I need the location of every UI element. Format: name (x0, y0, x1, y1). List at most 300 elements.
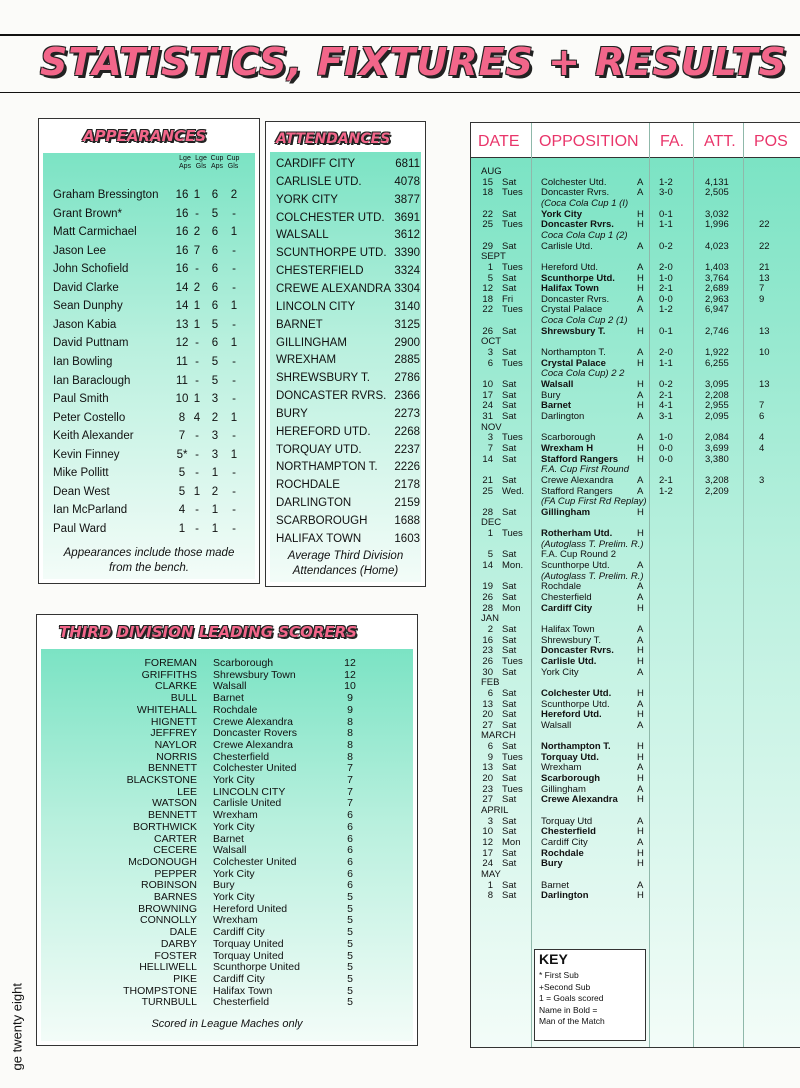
fixture-home-away: A (637, 293, 644, 305)
league-goals: - (195, 522, 199, 535)
fixture-opposition: Crewe Alexandra (541, 794, 618, 806)
attendance-club: LINCOLN CITY (276, 300, 356, 313)
fixture-attendance: 4,023 (705, 240, 729, 252)
scorer-goals: 6 (347, 855, 353, 868)
fixture-day-num: 12 (482, 283, 493, 295)
scorer-name: TURNBULL (141, 996, 197, 1009)
fixture-day-num: 22 (482, 208, 493, 220)
scorer-club: Shrewsbury Town (213, 668, 296, 681)
scorer-goals: 5 (347, 914, 353, 927)
fixture-attendance: 2,689 (705, 283, 729, 295)
fixture-day-num: 25 (482, 485, 493, 497)
cup-apps: 6 (211, 226, 219, 239)
scorer-name: BORTHWICK (133, 820, 197, 833)
fixture-opposition: Chesterfield (541, 592, 592, 603)
league-goals: 1 (193, 318, 201, 331)
scorer-name: NORRIS (156, 750, 197, 763)
fixture-position: 22 (759, 219, 770, 231)
scorer-goals: 12 (344, 657, 356, 669)
attendance-club: SCARBOROUGH (276, 515, 368, 527)
scorer-goals: 6 (347, 879, 353, 892)
fixture-home-away: A (637, 304, 644, 316)
fixture-attendance: 4,131 (705, 176, 729, 188)
cup-goals: - (232, 281, 236, 294)
fixture-weekday: Sat (502, 666, 517, 678)
fixture-opposition: Wrexham H (541, 442, 594, 454)
league-goals: 1 (193, 300, 201, 313)
cup-goals: 2 (230, 189, 238, 201)
attendance-club: SHREWSBURY T. (276, 372, 370, 385)
fixture-home-away: H (637, 208, 644, 220)
fixture-home-away: H (637, 219, 644, 231)
league-goals: - (195, 207, 199, 220)
fixture-month: MARCH (481, 730, 516, 742)
scorer-club: Crewe Alexandra (213, 738, 293, 751)
fixture-opposition: Barnet (541, 400, 572, 412)
fixture-position: 4 (759, 442, 765, 454)
player-name: Mike Pollitt (53, 467, 109, 480)
fixture-day-num: 23 (482, 783, 493, 795)
fixture-home-away: H (637, 858, 644, 870)
fixture-result: 1-0 (659, 432, 673, 444)
appearances-col-header: Cup Gls (226, 155, 240, 170)
attendance-value: 3877 (394, 193, 420, 206)
fixture-weekday: Wed. (502, 485, 525, 497)
scorer-goals: 9 (347, 692, 353, 705)
fixture-attendance: 2,095 (705, 410, 729, 422)
fixture-result: 2-1 (659, 283, 673, 295)
appearances-col-header: Lge Aps (178, 155, 192, 170)
fixture-result: 1-2 (659, 176, 673, 188)
fixture-day-num: 17 (482, 389, 493, 401)
fixture-opposition: Torquay Utd (541, 815, 593, 827)
fixture-weekday: Sat (502, 389, 517, 401)
page-title: STATISTICS, FIXTURES + RESULTS (40, 40, 787, 84)
scorer-name: WHITEHALL (136, 703, 197, 716)
fixture-attendance: 1,996 (705, 219, 729, 231)
fixture-attendance: 2,746 (705, 325, 729, 337)
cup-goals: 1 (230, 411, 238, 424)
fixture-position: 21 (759, 261, 770, 273)
fixture-home-away: H (637, 773, 644, 785)
fixture-opposition: Halifax Town (541, 623, 595, 635)
fixture-result: 2-1 (659, 474, 673, 486)
fixture-attendance: 3,380 (705, 453, 729, 465)
attendances-title: ATTENDANCES (276, 131, 391, 147)
league-goals: 1 (193, 485, 201, 498)
fixture-attendance: 2,505 (705, 187, 729, 199)
fixture-opposition: Scunthorpe Utd. (541, 272, 615, 284)
player-name: Kevin Finney (53, 448, 120, 461)
key-line: Man of the Match (539, 1016, 605, 1026)
fixture-weekday: Sat (502, 410, 517, 422)
fixture-note: Coca Cola Cup 2 (1) (541, 315, 628, 327)
fixture-home-away: A (637, 389, 644, 401)
scorer-club: Cardiff City (213, 926, 265, 939)
fixture-day-num: 18 (482, 293, 493, 305)
fixture-weekday: Sat (502, 623, 517, 635)
fixture-home-away: A (637, 187, 644, 199)
fixture-home-away: H (637, 325, 644, 337)
fixture-position: 13 (759, 272, 770, 284)
fixture-home-away: H (637, 283, 644, 295)
fixture-weekday: Sat (502, 858, 517, 870)
fixture-month: AUG (481, 166, 502, 177)
cup-goals: - (232, 207, 236, 220)
fixture-attendance: 2,208 (705, 389, 729, 401)
appearances-panel (38, 118, 260, 584)
fixture-day-num: 1 (487, 528, 493, 540)
fixtures-col-divider-4 (743, 123, 744, 1047)
scorer-club: Rochdale (213, 703, 258, 716)
fixture-day-num: 16 (482, 634, 493, 646)
scorer-goals: 5 (347, 972, 353, 985)
league-apps: 16 (175, 189, 189, 201)
scorer-club: Halifax Town (213, 984, 273, 997)
scorer-club: Chesterfield (213, 996, 270, 1009)
fixtures-panel (470, 122, 800, 1048)
league-goals: - (195, 448, 199, 461)
fixture-note: Coca Cola Cup 1 (2) (541, 229, 628, 241)
fixture-position: 7 (759, 400, 765, 412)
fixture-weekday: Sat (502, 347, 517, 359)
fixture-day-num: 9 (487, 751, 493, 763)
fixture-home-away: A (637, 719, 644, 731)
fixtures-header-rule (471, 157, 800, 158)
scorer-club: Carlisle United (213, 797, 282, 810)
scorer-name: ROBINSON (140, 879, 197, 892)
fixture-attendance: 3,095 (705, 379, 729, 390)
league-apps: 4 (178, 504, 186, 517)
key-title: KEY (539, 951, 568, 967)
league-goals: 2 (193, 281, 201, 294)
attendance-club: YORK CITY (276, 193, 338, 206)
player-name: Matt Carmichael (53, 226, 137, 239)
player-name: David Clarke (53, 281, 119, 294)
fixture-opposition: Scarborough (541, 432, 596, 444)
appearances-note-2: from the bench. (109, 562, 189, 574)
player-name: Grant Brown* (53, 207, 123, 220)
cup-goals: - (232, 374, 236, 387)
fixture-day-num: 6 (487, 741, 493, 753)
fixture-opposition: York City (541, 208, 583, 220)
cup-apps: 1 (211, 522, 219, 535)
fixture-day-num: 20 (482, 709, 493, 721)
fixture-weekday: Sat (502, 634, 517, 646)
league-goals: - (195, 467, 199, 480)
fixture-home-away: A (637, 474, 644, 486)
fixture-home-away: H (637, 645, 644, 657)
fixture-position: 22 (759, 240, 770, 252)
fixture-month: DEC (481, 517, 502, 529)
scorer-name: PEPPER (154, 867, 197, 880)
fixture-weekday: Tues (502, 357, 523, 369)
fixture-day-num: 1 (487, 879, 493, 891)
scorer-name: NAYLOR (154, 738, 197, 751)
fixture-result: 0-0 (659, 453, 673, 465)
league-apps: 16 (175, 244, 189, 257)
fixture-day-num: 26 (482, 325, 493, 337)
fixtures-header-att: ATT. (704, 133, 736, 150)
fixture-note: Coca Cola Cup) 2 2 (541, 368, 625, 380)
fixture-note: F.A. Cup First Round (541, 464, 630, 476)
fixture-day-num: 25 (482, 219, 493, 231)
league-goals: 4 (193, 411, 201, 424)
attendance-value: 3691 (394, 211, 420, 224)
fixture-position: 3 (759, 474, 765, 486)
fixture-home-away: H (637, 709, 644, 721)
fixture-opposition: Chesterfield (541, 826, 596, 838)
fixture-month: FEB (481, 677, 500, 689)
attendances-note-2: Attendances (Home) (292, 565, 399, 577)
fixture-weekday: Sat (502, 709, 517, 721)
league-apps: 11 (176, 374, 188, 387)
cup-apps: 5 (211, 374, 219, 387)
fixture-attendance: 1,922 (705, 347, 729, 359)
fixture-opposition: Cardiff City (541, 836, 588, 848)
attendance-club: TORQUAY UTD. (276, 443, 362, 456)
fixture-opposition: Bury (541, 389, 561, 401)
scorer-club: Colchester United (213, 762, 297, 775)
attendance-club: COLCHESTER UTD. (276, 211, 385, 224)
scorer-goals: 7 (347, 762, 353, 775)
league-goals: 2 (193, 226, 201, 239)
scorer-club: Torquay United (213, 949, 284, 962)
fixture-day-num: 23 (482, 645, 493, 657)
fixture-position: 9 (759, 293, 765, 305)
fixture-result: 0-2 (659, 379, 673, 390)
scorer-goals: 10 (344, 680, 356, 693)
league-apps: 16 (175, 263, 189, 276)
fixture-result: 2-0 (659, 347, 673, 359)
fixture-position: 10 (759, 347, 770, 359)
fixture-attendance: 6,947 (705, 304, 729, 316)
fixture-day-num: 3 (487, 815, 493, 827)
fixture-opposition: Stafford Rangers (541, 485, 613, 497)
fixture-attendance: 6,255 (705, 357, 729, 369)
fixture-opposition: Torquay Utd. (541, 751, 599, 763)
fixture-opposition: Walsall (541, 379, 574, 390)
cup-goals: 1 (230, 300, 238, 313)
cup-apps: 3 (211, 393, 219, 406)
fixture-opposition: Bury (541, 858, 563, 870)
league-apps: 14 (175, 281, 189, 294)
scorer-name: THOMPSTONE (123, 984, 197, 997)
fixture-day-num: 14 (482, 453, 493, 465)
attendance-club: SCUNTHORPE UTD. (276, 247, 387, 260)
fixture-result: 3-0 (659, 187, 673, 199)
player-name: Jason Kabia (53, 318, 117, 331)
scorer-goals: 12 (344, 668, 356, 681)
scorer-club: Colchester United (213, 855, 297, 868)
attendances-panel (265, 121, 426, 587)
scorer-name: HIGNETT (150, 715, 197, 728)
scorer-club: York City (213, 820, 255, 833)
fixture-position: 13 (759, 379, 770, 390)
fixture-weekday: Sat (502, 826, 517, 838)
fixture-home-away: H (637, 655, 644, 667)
scorer-club: York City (213, 891, 255, 903)
fixture-attendance: 3,699 (705, 442, 729, 454)
attendance-value: 2178 (394, 479, 420, 492)
fixture-opposition: Doncaster Rvrs. (541, 645, 614, 657)
scorer-name: BENNETT (147, 809, 197, 822)
attendance-club: HALIFAX TOWN (276, 532, 362, 545)
attendance-club: GILLINGHAM (276, 336, 347, 349)
cup-goals: 1 (230, 448, 238, 461)
fixtures-col-divider-3 (693, 123, 694, 1047)
attendance-club: BARNET (276, 318, 323, 331)
fixture-day-num: 28 (482, 506, 493, 518)
scorer-club: York City (213, 867, 255, 880)
fixture-weekday: Sat (502, 283, 517, 295)
scorer-goals: 7 (347, 797, 353, 810)
scorer-name: WATSON (152, 797, 197, 810)
fixture-home-away: A (637, 666, 644, 678)
cup-apps: 2 (211, 485, 219, 498)
fixture-home-away: H (637, 751, 644, 763)
cup-apps: 6 (211, 300, 219, 313)
fixture-day-num: 18 (482, 187, 493, 199)
scorer-name: DALE (169, 926, 197, 939)
fixtures-col-divider-2 (649, 123, 650, 1047)
cup-goals: - (232, 504, 236, 517)
fixture-home-away: H (637, 794, 644, 806)
fixture-weekday: Sat (502, 847, 517, 859)
player-name: Ian McParland (53, 504, 128, 517)
attendance-club: WREXHAM (276, 354, 337, 367)
fixture-result: 2-0 (659, 261, 673, 273)
fixture-home-away: H (637, 826, 644, 838)
player-name: Ian Baraclough (53, 374, 131, 387)
fixture-home-away: A (637, 261, 644, 273)
scorer-goals: 6 (347, 844, 353, 857)
league-goals: - (195, 337, 199, 350)
fixture-weekday: Sat (502, 687, 517, 699)
fixture-day-num: 27 (482, 719, 493, 731)
fixture-opposition: Hereford Utd. (541, 261, 599, 273)
fixture-home-away: H (637, 741, 644, 753)
scorer-goals: 8 (347, 750, 353, 763)
attendance-value: 2366 (394, 390, 420, 403)
fixture-result: 0-2 (659, 240, 673, 252)
fixture-note: (Autoglass T. Prelim. R.) (541, 538, 644, 550)
scorer-name: JEFFREY (150, 727, 197, 740)
cup-goals: - (232, 263, 236, 276)
appearances-title: APPEARANCES (83, 127, 207, 145)
attendance-value: 1603 (394, 532, 420, 545)
fixture-opposition: Colchester Utd. (541, 176, 607, 188)
fixture-opposition: Stafford Rangers (541, 453, 619, 465)
league-goals: 7 (193, 244, 201, 257)
fixture-note: (FA Cup First Rd Replay) (541, 496, 647, 508)
league-goals: - (195, 430, 199, 443)
cup-apps: 6 (211, 244, 219, 257)
attendance-value: 2786 (394, 372, 420, 385)
fixture-opposition: Wrexham (541, 762, 582, 774)
league-apps: 1 (178, 522, 186, 535)
fixture-weekday: Sat (502, 719, 517, 731)
attendance-value: 3125 (394, 318, 420, 331)
cup-goals: - (232, 318, 236, 331)
fixture-day-num: 2 (487, 623, 493, 635)
fixture-opposition: Crewe Alexandra (541, 474, 614, 486)
fixture-opposition: Northampton T. (541, 741, 611, 753)
player-name: Peter Costello (53, 411, 126, 424)
cup-apps: 1 (211, 467, 219, 480)
fixture-day-num: 8 (487, 890, 493, 902)
key-box (534, 949, 646, 1041)
fixture-position: 4 (759, 432, 765, 444)
league-apps: 5 (178, 485, 186, 498)
player-name: John Schofield (53, 263, 129, 276)
attendance-club: HEREFORD UTD. (276, 425, 371, 438)
league-goals: 1 (193, 393, 201, 406)
fixture-home-away: A (637, 432, 644, 444)
league-goals: - (195, 355, 199, 368)
player-name: David Puttnam (53, 337, 129, 350)
fixture-day-num: 19 (482, 581, 493, 593)
fixture-opposition: Doncaster Rvrs. (541, 293, 610, 305)
fixture-home-away: H (637, 272, 644, 284)
fixture-opposition: Rotherham Utd. (541, 528, 613, 540)
scorer-club: Doncaster Rovers (213, 727, 298, 740)
scorer-goals: 6 (347, 832, 353, 845)
scorer-club: York City (213, 774, 255, 786)
scorer-goals: 8 (347, 727, 353, 740)
fixture-weekday: Sat (502, 592, 517, 603)
fixture-day-num: 24 (482, 858, 493, 870)
league-goals: 1 (193, 189, 201, 201)
fixture-weekday: Sat (502, 379, 517, 390)
fixture-home-away: H (637, 357, 644, 369)
fixture-home-away: H (637, 687, 644, 699)
fixture-position: 7 (759, 283, 765, 295)
fixture-home-away: A (637, 783, 644, 795)
fixture-weekday: Sat (502, 645, 517, 657)
fixture-home-away: H (637, 506, 644, 518)
scorer-club: Cardiff City (213, 972, 265, 985)
cup-apps: 3 (211, 430, 219, 443)
fixture-weekday: Sat (502, 272, 517, 284)
fixture-result: 1-2 (659, 485, 673, 497)
appearances-col-header: Lge Gls (195, 155, 207, 170)
fixture-day-num: 13 (482, 698, 493, 710)
fixture-weekday: Sat (502, 240, 517, 252)
fixture-opposition: Crystal Palace (541, 357, 606, 369)
key-line: * First Sub (539, 970, 579, 980)
fixture-weekday: Sat (502, 581, 517, 593)
scorers-note: Scored in League Maches only (151, 1018, 303, 1030)
fixture-opposition: Carlisle Utd. (541, 655, 597, 667)
cup-apps: 6 (211, 337, 219, 350)
fixture-home-away: H (637, 602, 644, 614)
scorer-club: LINCOLN CITY (213, 785, 286, 798)
fixture-home-away: H (637, 379, 644, 390)
fixture-result: 1-1 (659, 219, 673, 231)
scorer-name: FOSTER (154, 949, 197, 962)
cup-goals: 1 (230, 337, 238, 350)
scorer-name: CLARKE (154, 680, 197, 693)
fixture-home-away: H (637, 442, 644, 454)
fixture-weekday: Sat (502, 815, 517, 827)
fixture-weekday: Sat (502, 549, 517, 561)
league-apps: 16 (175, 226, 189, 239)
appearances-col-header: Cup Aps (210, 155, 224, 170)
fixture-opposition: Crystal Palace (541, 304, 603, 316)
cup-goals: - (232, 355, 236, 368)
fixture-day-num: 3 (487, 347, 493, 359)
